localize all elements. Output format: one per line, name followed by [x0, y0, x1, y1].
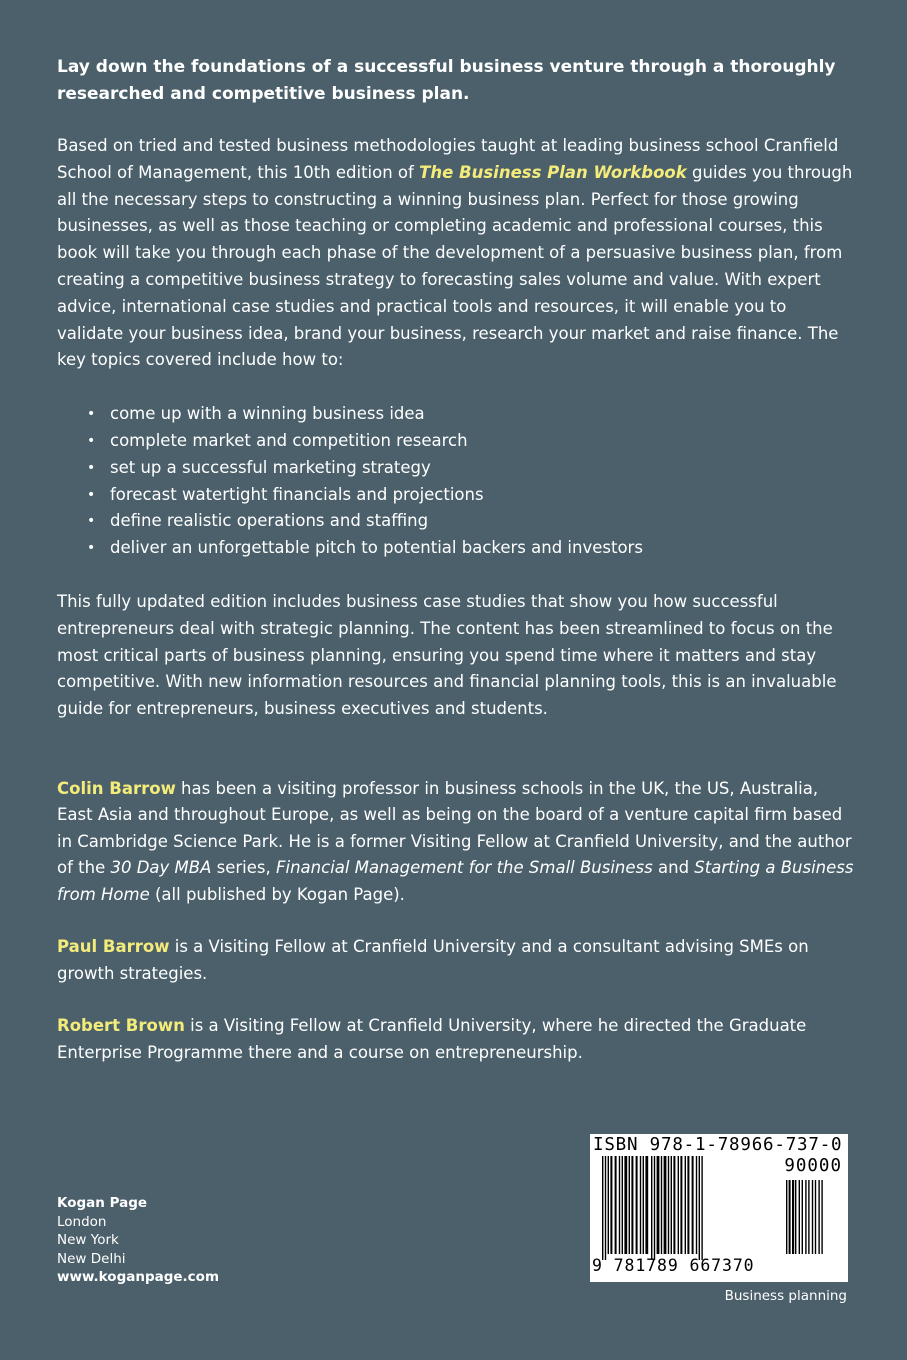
lead-text: Lay down the foundations of a successful business venture through a thoroughly researched and competitive business plan. — [57, 57, 836, 104]
book-reference: 30 Day MBA — [110, 858, 212, 878]
topic-item: • deliver an unforgettable pitch to potential backers and investors — [87, 535, 857, 562]
author-bio-colin: Colin Barrow has been a visiting professor in business schools in the UK, the US, Australia, East Asia and throughout Europe, as well as being on the board of a venture capital firm based in Cambridge Science Park. He is a former Visiting Fellow at Cranfield University, and the author of the 30 Day MBA series, Financial Management for the Small Business and Starting a Business from Home (all published by Kogan Page). — [57, 778, 854, 904]
topics-list — [57, 401, 857, 562]
publisher-city: London — [57, 1213, 107, 1230]
author-name: Paul Barrow — [57, 937, 170, 957]
author-bio-robert: Robert Brown is a Visiting Fellow at Cranfield University, where he directed the Graduate Enterprise Programme there and a course on entrepreneurship. — [57, 1016, 807, 1062]
topic-item: • come up with a winning business idea — [87, 401, 857, 428]
topic-item: • define realistic operations and staffing — [87, 508, 857, 535]
publisher-url: www.koganpage.com — [57, 1269, 220, 1285]
author-name: Colin Barrow — [57, 778, 176, 798]
publisher-city: New York — [57, 1232, 119, 1248]
author-bio-paul: Paul Barrow is a Visiting Fellow at Cranfield University and a consultant advising SMEs on growth strategies. — [57, 937, 809, 983]
publisher-block — [57, 1194, 219, 1287]
closing-paragraph: This fully updated edition includes business case studies that show you how successful entrepreneurs deal with strategic planning. The content has been streamlined to focus on the most critical parts of business planning, ensuring you spend time where it matters and stay competitive. With new information resources and financial planning tools, this is an invaluable guide for entrepreneurs, business executives and students. — [57, 591, 837, 719]
isbn-barcode — [590, 1134, 848, 1282]
author-name: Robert Brown — [57, 1016, 185, 1036]
back-cover-content — [57, 54, 857, 1066]
publisher-city: New Delhi — [57, 1250, 126, 1267]
intro-paragraph — [57, 133, 857, 374]
ean-number: 9 781789 667370 — [592, 1256, 755, 1275]
price-code: 90000 — [784, 1156, 842, 1176]
intro-text-before: Based on tried and tested business methodologies taught at leading business school Cranfield School of Management, this 10th edition of — [57, 136, 839, 182]
topic-item: • complete market and competition research — [87, 428, 857, 455]
isbn-label: ISBN 978-1-78966-737-0 — [593, 1135, 843, 1155]
book-reference: Starting a Business from Home — [57, 858, 854, 904]
category-label: Business planning — [724, 1288, 847, 1304]
topic-item: • forecast watertight financials and projections — [87, 482, 857, 509]
topic-item: • set up a successful marketing strategy — [87, 455, 857, 482]
book-reference: Financial Management for the Small Business — [276, 858, 653, 878]
book-title: The Business Plan Workbook — [419, 162, 687, 182]
publisher-name: Kogan Page — [57, 1195, 148, 1211]
intro-text-after: guides you through all the necessary steps to constructing a winning business plan. Perfect for those growing businesses, as well as those teaching or completing academic and professional courses, this book will take you through each phase of the development of a persuasive business plan, from creating a competitive business strategy to forecasting sales volume and value. With expert advice, international case studies and practical tools and resources, it will enable you to validate your business idea, brand your business, research your market and raise finance. The key topics covered include how to: — [57, 162, 853, 370]
